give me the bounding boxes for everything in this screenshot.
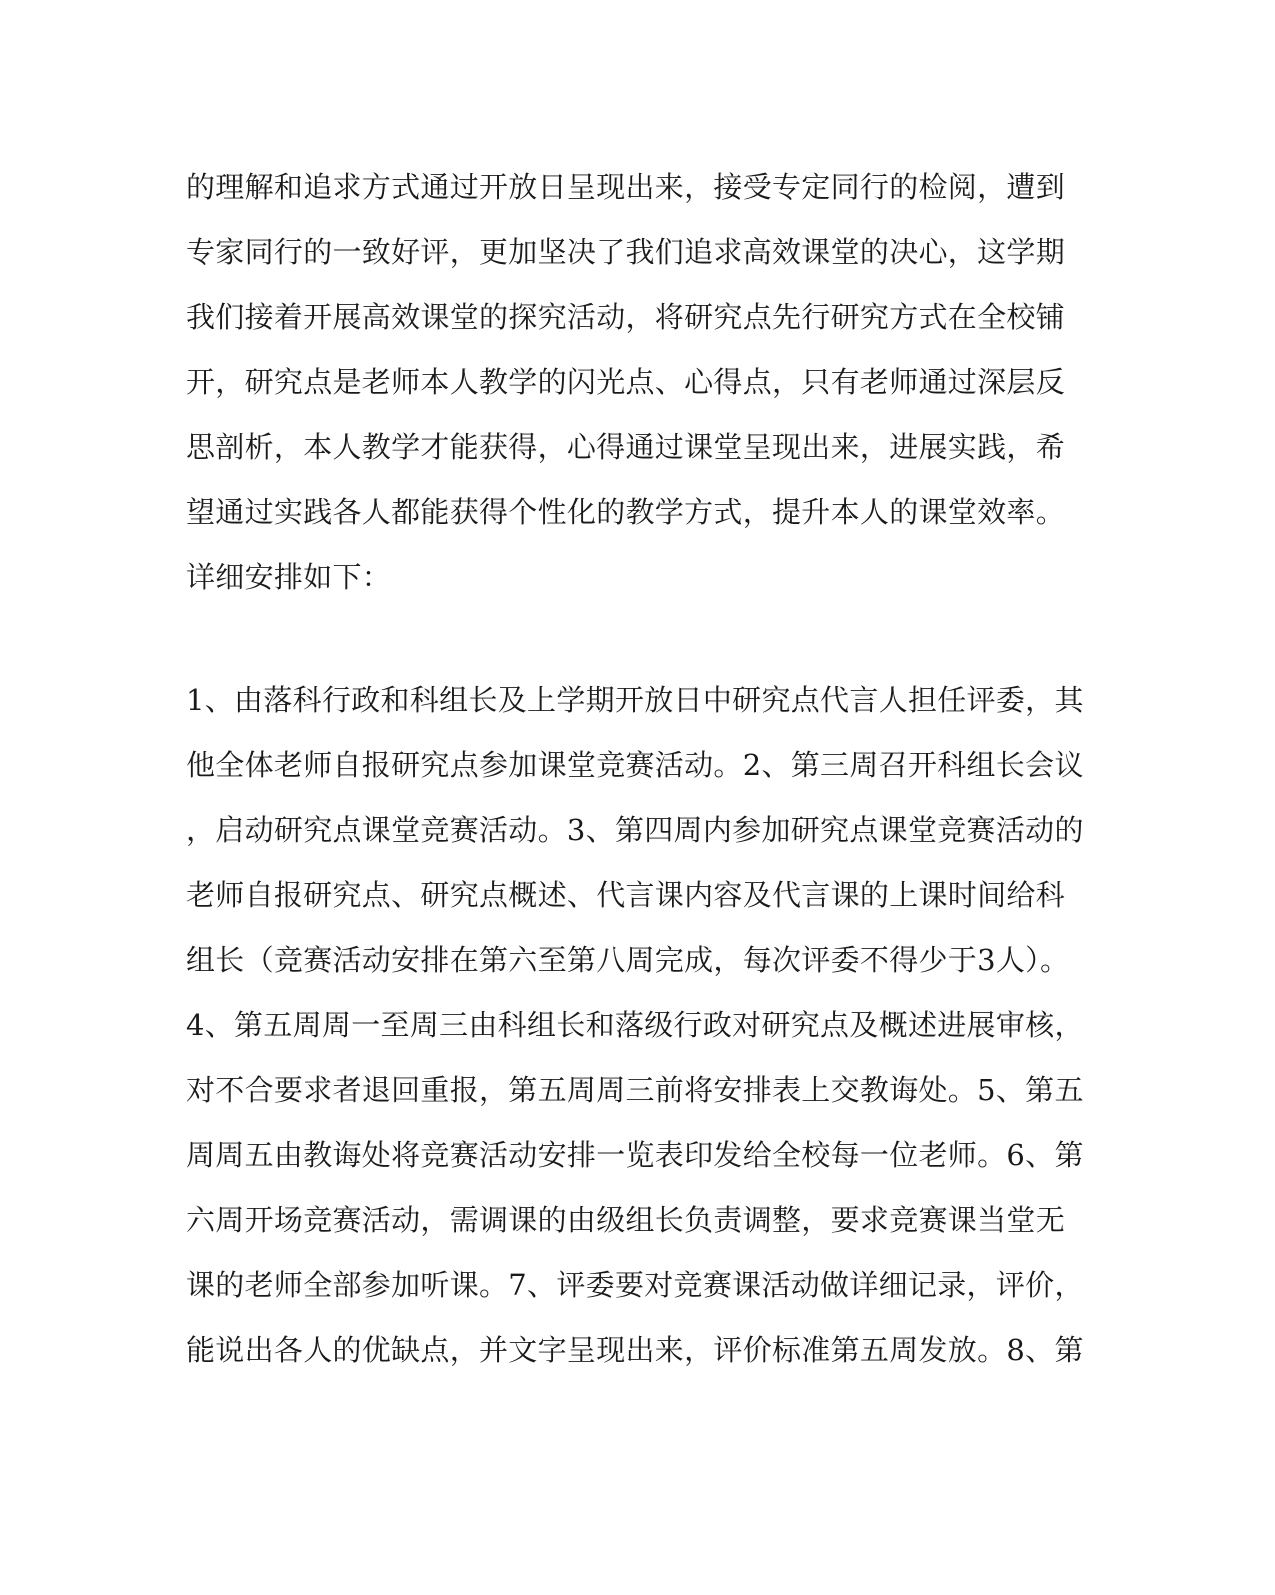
text-line: 详细安排如下： — [186, 560, 392, 594]
text-line: 我们接着开展高效课堂的探究活动，将研究点先行研究方式在全校铺 — [186, 300, 1066, 334]
text-line: ，启动研究点课堂竞赛活动。3、第四周内参加研究点课堂竞赛活动的 — [186, 813, 1084, 847]
text-line: 他全体老师自报研究点参加课堂竞赛活动。2、第三周召开科组长会议 — [186, 748, 1084, 782]
text-line: 1、由落科行政和科组长及上学期开放日中研究点代言人担任评委，其 — [186, 683, 1084, 717]
text-line: 的理解和追求方式通过开放日呈现出来，接受专定同行的检阅，遭到 — [186, 170, 1066, 204]
text-line: 4、第五周周一至周三由科组长和落级行政对研究点及概述进展审核， — [186, 1008, 1084, 1042]
text-line: 思剖析，本人教学才能获得，心得通过课堂呈现出来，进展实践，希 — [186, 430, 1066, 464]
text-line: 六周开场竞赛活动，需调课的由级组长负责调整，要求竞赛课当堂无 — [186, 1203, 1066, 1237]
text-line: 专家同行的一致好评，更加坚决了我们追求高效课堂的决心，这学期 — [186, 235, 1066, 269]
text-line: 开，研究点是老师本人教学的闪光点、心得点，只有老师通过深层反 — [186, 365, 1066, 399]
text-line: 课的老师全部参加听课。7、评委要对竞赛课活动做详细记录，评价， — [186, 1268, 1084, 1302]
text-line: 能说出各人的优缺点，并文字呈现出来，评价标准第五周发放。8、第 — [186, 1333, 1084, 1367]
text-line: 组长（竞赛活动安排在第六至第八周完成，每次评委不得少于3人）。 — [186, 943, 1070, 977]
text-line: 对不合要求者退回重报，第五周周三前将安排表上交教诲处。5、第五 — [186, 1073, 1084, 1107]
text-line: 周周五由教诲处将竞赛活动安排一览表印发给全校每一位老师。6、第 — [186, 1138, 1084, 1172]
text-line: 老师自报研究点、研究点概述、代言课内容及代言课的上课时间给科 — [186, 878, 1066, 912]
text-line: 望通过实践各人都能获得个性化的教学方式，提升本人的课堂效率。 — [186, 495, 1066, 529]
